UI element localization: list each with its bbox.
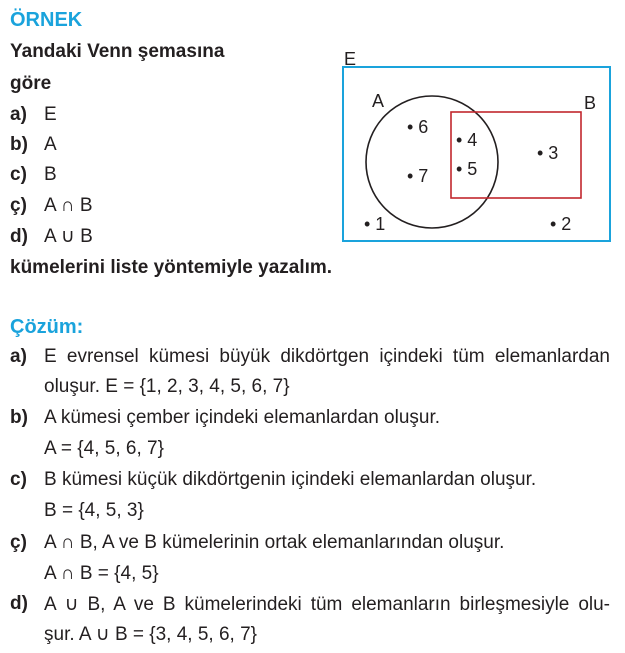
item-text: A ∪ B: [44, 226, 93, 247]
example-item-d: [10, 225, 93, 248]
item-label: b): [10, 134, 28, 155]
venn-diagram: [330, 46, 620, 254]
element-7: • 7: [407, 166, 429, 186]
element-1: • 1: [364, 214, 386, 234]
item-label: c): [10, 164, 27, 185]
set-a-label: A: [372, 91, 385, 111]
item-text: B: [44, 164, 57, 185]
item-label: a): [10, 104, 27, 125]
solution-item-c-line2: B = {4, 5, 3}: [44, 500, 144, 521]
set-a-circle: [366, 96, 498, 228]
solution-item-cc-label: ç): [10, 532, 27, 553]
example-intro-line1: Yandaki Venn şemasına: [10, 41, 225, 62]
solution-item-b-line1: A kümesi çember içindeki elemanlardan oluşur.: [44, 407, 441, 428]
solution-item-cc-line2: A ∩ B = {4, 5}: [44, 563, 159, 584]
solution-item-a-label: a): [10, 346, 27, 367]
example-item-cc: [10, 195, 93, 217]
solution-item-b-line2: A = {4, 5, 6, 7}: [44, 438, 164, 459]
example-heading: ÖRNEK: [10, 9, 83, 31]
item-text: A ∩ B: [44, 195, 93, 216]
example-item-a: [10, 104, 57, 126]
solution-item-d-line1: A ∪ B, A ve B kümelerindeki tüm elemanların birleşmesiyle olu-: [44, 594, 610, 615]
element-2: • 2: [550, 214, 572, 234]
solution-item-c-label: c): [10, 469, 27, 490]
example-item-b: [10, 134, 57, 156]
item-text: A: [44, 134, 57, 155]
solution-item-a-line1: E evrensel kümesi büyük dikdörtgen içindeki tüm elemanlardan: [44, 346, 610, 367]
set-b-label: B: [584, 93, 597, 113]
set-b-rect: [451, 112, 581, 198]
solution-item-c-line1: B kümesi küçük dikdörtgenin içindeki elemanlardan oluşur.: [44, 469, 537, 490]
universal-set-label: E: [344, 49, 357, 69]
solution-heading: Çözüm:: [10, 316, 84, 338]
example-intro-line2: göre: [10, 73, 52, 94]
solution-item-cc-line1: A ∩ B, A ve B kümelerinin ortak elemanlarından oluşur.: [44, 532, 505, 553]
solution-item-a-line2: oluşur. E = {1, 2, 3, 4, 5, 6, 7}: [44, 376, 290, 397]
element-3: • 3: [537, 143, 559, 163]
item-label: d): [10, 226, 28, 247]
solution-item-d-line2: şur. A ∪ B = {3, 4, 5, 6, 7}: [44, 624, 258, 645]
solution-item-b-label: b): [10, 407, 28, 428]
element-5: • 5: [456, 159, 478, 179]
solution-item-d-label: d): [10, 593, 28, 614]
element-4: • 4: [456, 130, 478, 150]
example-item-c: [10, 164, 57, 186]
item-label: ç): [10, 195, 27, 216]
example-instruction: kümelerini liste yöntemiyle yazalım.: [10, 257, 333, 278]
element-6: • 6: [407, 117, 429, 137]
item-text: E: [44, 104, 57, 125]
